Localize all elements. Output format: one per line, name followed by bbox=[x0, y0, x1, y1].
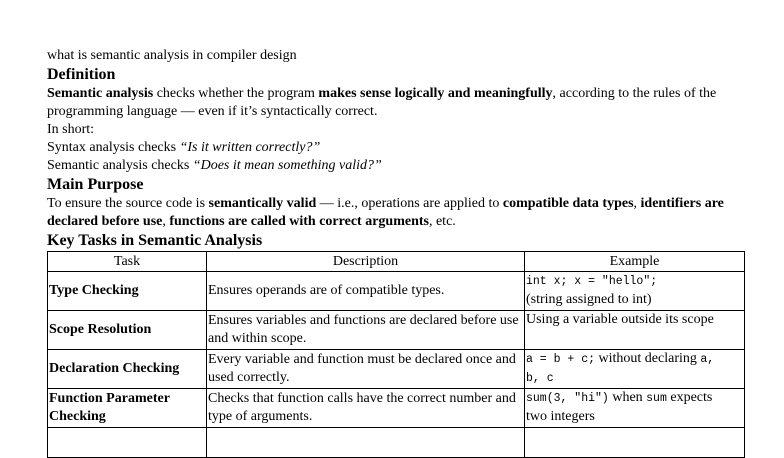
column-header-task: Task bbox=[48, 252, 207, 272]
example-cell bbox=[525, 272, 745, 311]
syntax-label: Syntax analysis checks bbox=[47, 140, 180, 155]
definition-text-1: checks whether the program bbox=[153, 86, 319, 101]
example-cell bbox=[525, 428, 745, 458]
task-cell: Scope Resolution bbox=[48, 311, 207, 350]
table-row bbox=[48, 311, 745, 350]
example-code: b, c bbox=[526, 372, 554, 385]
semantic-line bbox=[47, 157, 747, 175]
purpose-text-2: — i.e., operations are applied to bbox=[316, 196, 503, 211]
example-text: expects bbox=[666, 390, 713, 405]
description-cell: Every variable and function must be declared once and used correctly. bbox=[207, 350, 525, 389]
example-code: a, bbox=[700, 353, 715, 366]
tasks-table bbox=[47, 251, 745, 458]
description-cell: Checks that function calls have the correct number and type of arguments. bbox=[207, 389, 525, 428]
purpose-bold-4: functions are called with correct arguments bbox=[169, 214, 429, 229]
example-text: (string assigned to int) bbox=[526, 292, 652, 307]
example-cell bbox=[525, 350, 745, 389]
query-text: what is semantic analysis in compiler design bbox=[47, 48, 297, 63]
purpose-bold-3: identifiers are declared before use bbox=[47, 196, 724, 229]
purpose-bold-2: compatible data types bbox=[502, 196, 634, 211]
task-cell: Type Checking bbox=[48, 272, 207, 311]
purpose-text-4: , bbox=[162, 214, 170, 229]
description-cell bbox=[207, 428, 525, 458]
example-code: sum(3, "hi") bbox=[526, 392, 609, 405]
semantic-label: Semantic analysis checks bbox=[47, 158, 193, 173]
table-header-row bbox=[48, 252, 745, 272]
example-code: int x; x = "hello"; bbox=[526, 275, 658, 288]
purpose-text-3: , bbox=[633, 196, 641, 211]
description-cell: Ensures operands are of compatible types. bbox=[207, 272, 525, 311]
example-text: two integers bbox=[526, 409, 595, 424]
table-row bbox=[48, 428, 745, 458]
example-text: without declaring bbox=[595, 351, 701, 366]
definition-paragraph bbox=[47, 85, 747, 121]
table-row bbox=[48, 350, 745, 389]
logic-meaning-term: makes sense logically and meaningfully bbox=[318, 86, 553, 101]
definition-heading: Definition bbox=[47, 66, 116, 83]
example-cell: Using a variable outside its scope bbox=[525, 311, 745, 350]
document-page bbox=[47, 47, 747, 458]
table-row bbox=[48, 389, 745, 428]
in-short-label: In short: bbox=[47, 122, 95, 137]
task-cell: Declaration Checking bbox=[48, 350, 207, 389]
task-cell bbox=[48, 428, 207, 458]
purpose-text-1: To ensure the source code is bbox=[47, 196, 209, 211]
example-cell bbox=[525, 389, 745, 428]
table-row bbox=[48, 272, 745, 311]
task-cell: Function Parameter Checking bbox=[48, 389, 207, 428]
semantic-analysis-term: Semantic analysis bbox=[47, 86, 154, 101]
description-cell: Ensures variables and functions are declared before use and within scope. bbox=[207, 311, 525, 350]
semantic-quote: “Does it mean something valid?” bbox=[192, 158, 382, 173]
column-header-description: Description bbox=[207, 252, 525, 272]
example-code: sum bbox=[646, 392, 667, 405]
purpose-heading: Main Purpose bbox=[47, 176, 144, 193]
purpose-text-5: , etc. bbox=[428, 214, 456, 229]
column-header-example: Example bbox=[525, 252, 745, 272]
purpose-paragraph bbox=[47, 195, 747, 231]
purpose-bold-1: semantically valid bbox=[208, 196, 317, 211]
example-code: a = b + c; bbox=[526, 353, 596, 366]
syntax-line bbox=[47, 139, 747, 157]
tasks-heading: Key Tasks in Semantic Analysis bbox=[47, 232, 263, 249]
definition-text-2: , according to the rules of the programming language — even if it’s syntactically correct. bbox=[47, 86, 717, 119]
example-text: when bbox=[608, 390, 647, 405]
syntax-quote: “Is it written correctly?” bbox=[179, 140, 321, 155]
